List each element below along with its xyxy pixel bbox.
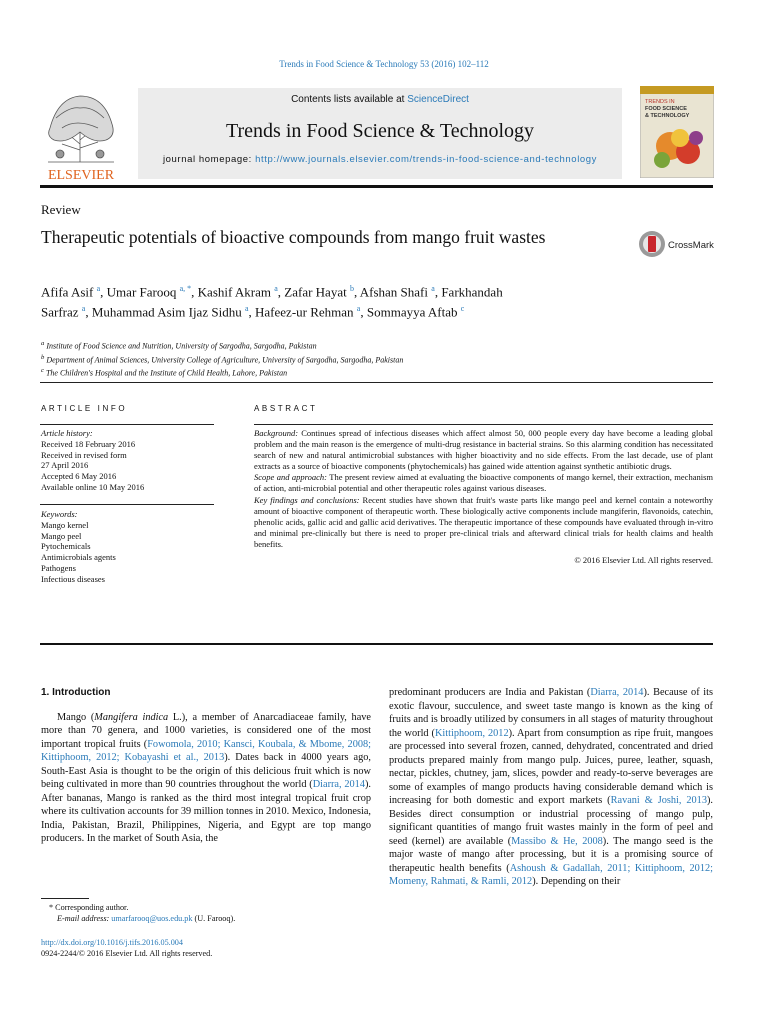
crossmark-icon bbox=[638, 229, 718, 259]
affiliations-divider bbox=[40, 382, 713, 383]
citation-link[interactable]: Kittiphoom, 2012 bbox=[434, 727, 509, 739]
author-name[interactable]: Farkhandah Sarfraz bbox=[41, 284, 503, 320]
author-affiliation-marker[interactable]: c bbox=[460, 304, 465, 314]
history-item: 27 April 2016 bbox=[41, 460, 89, 471]
keywords-label: Keywords: bbox=[41, 509, 78, 519]
issn-line: 0924-2244/© 2016 Elsevier Ltd. All rights reserved. bbox=[41, 948, 213, 958]
citation-link[interactable]: Ashoush & Gadallah, 2011; Kittiphoom, 2012; Momeny, Rahmati, & Ramli, 2012 bbox=[389, 862, 713, 887]
footnote-divider bbox=[41, 898, 89, 899]
contents-prefix: Contents lists available at bbox=[291, 94, 408, 105]
author-name[interactable]: Umar Farooq bbox=[106, 284, 177, 300]
author-affiliation-marker[interactable]: b bbox=[349, 284, 354, 293]
corresponding-author-footnote: * Corresponding author. E-mail address: umarfarooq@uos.edu.pk (U. Farooq). bbox=[49, 903, 236, 923]
author-affiliation-marker[interactable]: a bbox=[244, 304, 249, 314]
abstract-divider bbox=[254, 424, 713, 425]
history-item: Available online 10 May 2016 bbox=[41, 481, 145, 492]
keyword-item: Pytochemicals bbox=[41, 541, 91, 552]
author-affiliation-marker[interactable]: a bbox=[431, 284, 435, 293]
body-column-right bbox=[389, 686, 713, 889]
article-history bbox=[41, 428, 144, 493]
author-affiliation-marker[interactable]: a bbox=[81, 304, 86, 314]
body-paragraph: predominant producers are India and Pakistan (Diarra, 2014). Because of its exotic flavour, succulence, and sweet taste mango is known as the king of fruits and is broadly utilized by consumers in all stages of maturity throughout the world (Kittiphoom, 2012). Apart from consumption as ripe fruit, mangoes are processed into several frozen, canned, dehydrated, concentrated and dried products prepared mainly from mango pulp. Juices, puree, leather, squash, nectar, pickles, chutney, jam, slices, powder and ready-to-serve beverages are some of examples of mango products having considerable demand which is increasing for both domestic and export markets (Ravani & Joshi, 2013). Besides direct consumption or industrial processing of mango pulp, significant quantities of mango fruit wastes mainly in the form of peel and seed (kernel) are available (Massibo & He, 2008). The mango seed is the major waste of mango after processing, but it is a promising source of therapeutic health benefits (Ashoush & Gadallah, 2011; Kittiphoom, 2012; Momeny, Rahmati, & Ramli, 2012). Depending on their bbox=[389, 687, 714, 887]
article-title: Therapeutic potentials of bioactive compounds from mango fruit wastes bbox=[41, 227, 546, 247]
author-affiliation-marker[interactable]: a bbox=[96, 284, 101, 293]
keyword-item: Pathogens bbox=[41, 562, 76, 573]
history-label: Article history: bbox=[41, 428, 93, 438]
author-name[interactable]: Zafar Hayat bbox=[284, 284, 347, 300]
doi-block bbox=[41, 938, 212, 959]
citation-link[interactable]: Massibo & He, 2008 bbox=[511, 835, 603, 847]
keyword-item: Mango kernel bbox=[41, 519, 89, 530]
homepage-link[interactable]: http://www.journals.elsevier.com/trends-in-food-science-and-technology bbox=[255, 154, 598, 165]
author-list: Afifa Asif $^a$, Umar Farooq $^{a, *}$, Kashif Akram $^a$, Zafar Hayat $^b$, Afshan Shafi $^a$, Farkhandah Sarfraz $^a$, Muhammad Asim Ijaz Sidhu $^a$, Hafeez-ur Rehman $^a$, Sommayya Aftab $^c$ bbox=[41, 284, 503, 320]
abstract-background: Background: Continues spread of infectious diseases which affect almost 50, 000 people every day have become a leading global problem and the main reason is the emergence of multi-drug resistance in bacterial strains. So this alarming condition has necessitated search of new and natural antimicrobial substances with higher bioactivity and no side effects. From the last decade, use of plant extracts as a source of bioactive components (phytochemicals) has gained wide attention against synthetic antibiotic drugs. bbox=[254, 428, 713, 472]
svg-text:CrossMark: CrossMark bbox=[668, 240, 714, 251]
body-paragraph: Mango (Mangifera indica L.), a member of Anarcadiaceae family, have more than 70 genera, and 1000 varieties, is considered one of the most important tropical fruits (Fowomola, 2010; Kansci, Koubala, & Mbome, 2008; Kittiphoom, 2012; Kobayashi et al., 2013). Dates back in 4000 years ago, South-East Asia is thought to be the origin of this delicious fruit which is now being cultivated in more than 90 countries throughout the world (Diarra, 2014). After bananas, Mango is ranked as the third most integral tropical fruit crop where its cultivation accounts for 39 million tonnes in 2010. Mexico, Indonesia, India, Pakistan, Brazil, Philippines, Nigeria, and Egypt are top mango producers. In the market of South Asia, the bbox=[41, 711, 372, 844]
journal-title: Trends in Food Science & Technology bbox=[225, 120, 535, 142]
keyword-item: Mango peel bbox=[41, 530, 82, 541]
author-affiliation-marker[interactable]: a, * bbox=[179, 284, 192, 293]
svg-text:FOOD SCIENCE: FOOD SCIENCE bbox=[645, 106, 687, 112]
author-name[interactable]: Kashif Akram bbox=[197, 284, 271, 300]
svg-text:ELSEVIER: ELSEVIER bbox=[47, 168, 115, 183]
citation-link[interactable]: Diarra, 2014 bbox=[312, 779, 365, 790]
history-item: Accepted 6 May 2016 bbox=[41, 471, 117, 482]
abstract-heading: ABSTRACT bbox=[254, 404, 318, 413]
doi-link[interactable]: http://dx.doi.org/10.1016/j.tifs.2016.05.004 bbox=[41, 938, 183, 947]
keywords-list bbox=[41, 509, 116, 585]
author-name[interactable]: Sommayya Aftab bbox=[366, 304, 458, 320]
author-affiliation-marker[interactable]: a bbox=[356, 304, 361, 314]
sciencedirect-link[interactable]: ScienceDirect bbox=[407, 94, 469, 105]
citation-link[interactable]: Diarra, 2014 bbox=[590, 687, 644, 698]
abstract-body bbox=[254, 428, 713, 566]
affiliation-item: $^a$ Institute of Food Science and Nutrition, University of Sargodha, Sargodha, Pakistan bbox=[41, 340, 317, 351]
svg-text:TRENDS IN: TRENDS IN bbox=[645, 99, 675, 105]
keywords-divider bbox=[40, 504, 214, 505]
body-column-left bbox=[41, 686, 371, 846]
homepage-label: journal homepage: bbox=[162, 154, 256, 165]
keyword-item: Infectious diseases bbox=[41, 573, 105, 584]
author-name[interactable]: Hafeez-ur Rehman bbox=[255, 304, 354, 320]
svg-text:& TECHNOLOGY: & TECHNOLOGY bbox=[645, 113, 690, 119]
affiliation-list bbox=[41, 338, 403, 379]
journal-reference[interactable]: Trends in Food Science & Technology 53 (2016) 102–112 bbox=[279, 59, 489, 69]
journal-cover-icon bbox=[640, 86, 714, 178]
citation-link[interactable]: Ravani & Joshi, 2013 bbox=[610, 795, 707, 806]
abstract-scope: Scope and approach: The present review aimed at evaluating the bioactive components of mango kernel, their extraction, mechanism of action, anti-microbial potential and other therapeutic roles against various diseases. bbox=[254, 472, 713, 494]
article-type-label: Review bbox=[41, 202, 81, 217]
article-info-heading: ARTICLE INFO bbox=[41, 404, 128, 413]
header-divider bbox=[40, 185, 713, 188]
author-name[interactable]: Afshan Shafi bbox=[359, 284, 429, 300]
history-item: Received in revised form bbox=[41, 449, 127, 460]
keyword-item: Antimicrobials agents bbox=[41, 552, 116, 563]
abstract-copyright: © 2016 Elsevier Ltd. All rights reserved. bbox=[574, 555, 713, 566]
elsevier-tree-icon bbox=[40, 88, 122, 183]
citation-link[interactable]: Fowomola, 2010; Kansci, Koubala, & Mbome, 2008; Kittiphoom, 2012; Kobayashi et al., 2013 bbox=[41, 738, 372, 763]
section-heading: 1. Introduction bbox=[41, 687, 111, 698]
abstract-findings: Key findings and conclusions: Recent studies have shown that fruit's waste parts like mango peel and kernel contain a noteworthy amount of bioactive component of therapeutic worth. These biologically active components include mangiferin, flavonoids, catechin, phenolic acids, gallic acid and gallic acid derivatives. The therapeutic importance of these compounds have evaluated through in-vitro and minimal pre-clinically but there is need to proper pre-clinical trials and afterward clinical trials for health claims and health benefits. bbox=[254, 494, 713, 549]
author-name[interactable]: Muhammad Asim Ijaz Sidhu bbox=[91, 304, 242, 320]
journal-cover-image[interactable] bbox=[640, 86, 714, 178]
author-name[interactable]: Afifa Asif bbox=[41, 284, 94, 300]
email-link[interactable]: umarfarooq@uos.edu.pk bbox=[111, 913, 193, 923]
journal-homepage bbox=[138, 153, 622, 166]
affiliation-item: $^b$ Department of Animal Sciences, University College of Agriculture, University of Sargodha, Sargodha, Pakistan bbox=[41, 353, 404, 365]
elsevier-logo[interactable] bbox=[40, 88, 122, 183]
affiliation-item: $^c$ The Children's Hospital and the Institute of Child Health, Lahore, Pakistan bbox=[41, 367, 288, 378]
history-item: Received 18 February 2016 bbox=[41, 438, 136, 449]
author-affiliation-marker[interactable]: a bbox=[274, 284, 278, 293]
crossmark-badge[interactable] bbox=[638, 229, 718, 259]
abstract-end-divider bbox=[40, 643, 713, 645]
contents-line bbox=[138, 94, 622, 105]
article-info-divider bbox=[40, 424, 214, 425]
journal-header-box bbox=[138, 88, 622, 179]
